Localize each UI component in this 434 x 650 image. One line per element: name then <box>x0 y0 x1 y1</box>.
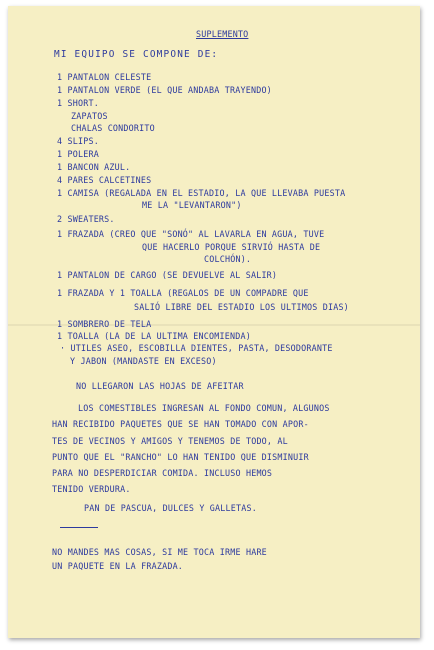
separator-rule <box>60 527 98 528</box>
letter-sheet <box>8 6 420 638</box>
list-item: 1 PANTALON CELESTE <box>57 72 152 82</box>
list-item: 1 BANCON AZUL. <box>57 162 131 172</box>
paragraph-line: PARA NO DESPERDICIAR COMIDA. INCLUSO HEMOS <box>52 468 273 478</box>
list-item: 1 PANTALON VERDE (EL QUE ANDABA TRAYENDO) <box>57 85 272 95</box>
list-item: COLCHÓN). <box>204 254 252 264</box>
list-item: 4 PARES CALCETINES <box>57 175 152 185</box>
list-item: 1 CAMISA (REGALADA EN EL ESTADIO, LA QUE LLEVABA PUESTA <box>57 188 346 198</box>
paragraph-line: PUNTO QUE EL "RANCHO" LO HAN TENIDO QUE DISMINUIR <box>52 452 309 462</box>
letter-title: SUPLEMENTO <box>196 29 249 39</box>
list-item: 1 SOMBRERO DE TELA <box>57 319 152 329</box>
list-item: 1 SHORT. <box>57 98 99 108</box>
paragraph-line: HAN RECIBIDO PAQUETES QUE SE HAN TOMADO CON APOR- <box>52 419 309 429</box>
list-item: ZAPATOS <box>71 111 108 121</box>
list-item: 1 FRAZADA (CREO QUE "SONÓ" AL LAVARLA EN AGUA, TUVE <box>57 229 325 239</box>
list-item: 4 SLIPS. <box>57 136 99 146</box>
list-item: QUE HACERLO PORQUE SIRVIÓ HASTA DE <box>142 242 321 252</box>
list-item: 1 POLERA <box>57 149 99 159</box>
list-item: · UTILES ASEO, ESCOBILLA DIENTES, PASTA, DESODORANTE <box>60 343 333 353</box>
list-item: ME LA "LEVANTARON") <box>142 200 242 210</box>
list-item: 1 FRAZADA Y 1 TOALLA (REGALOS DE UN COMPADRE QUE <box>57 288 309 298</box>
list-item: CHALAS CONDORITO <box>71 123 155 133</box>
bread-line: PAN DE PASCUA, DULCES Y GALLETAS. <box>84 503 257 513</box>
paragraph-line: TENIDO VERDURA. <box>52 484 131 494</box>
note-razors: NO LLEGARON LAS HOJAS DE AFEITAR <box>76 381 244 391</box>
closing-line: UN PAQUETE EN LA FRAZADA. <box>52 561 184 571</box>
paragraph-line: TES DE VECINOS Y AMIGOS Y TENEMOS DE TODO, AL <box>52 436 288 446</box>
paragraph-line: LOS COMESTIBLES INGRESAN AL FONDO COMUN, ALGUNOS <box>78 403 330 413</box>
list-item: 1 TOALLA (LA DE LA ULTIMA ENCOMIENDA) <box>57 331 251 341</box>
list-item: SALIÓ LIBRE DEL ESTADIO LOS ULTIMOS DIAS) <box>134 302 349 312</box>
letter-intro: MI EQUIPO SE COMPONE DE: <box>54 49 219 60</box>
closing-line: NO MANDES MAS COSAS, SI ME TOCA IRME HARE <box>52 547 267 557</box>
list-item: 2 SWEATERS. <box>57 214 115 224</box>
list-item: 1 PANTALON DE CARGO (SE DEVUELVE AL SALIR) <box>57 270 278 280</box>
list-item: Y JABON (MANDASTE EN EXCESO) <box>70 356 217 366</box>
